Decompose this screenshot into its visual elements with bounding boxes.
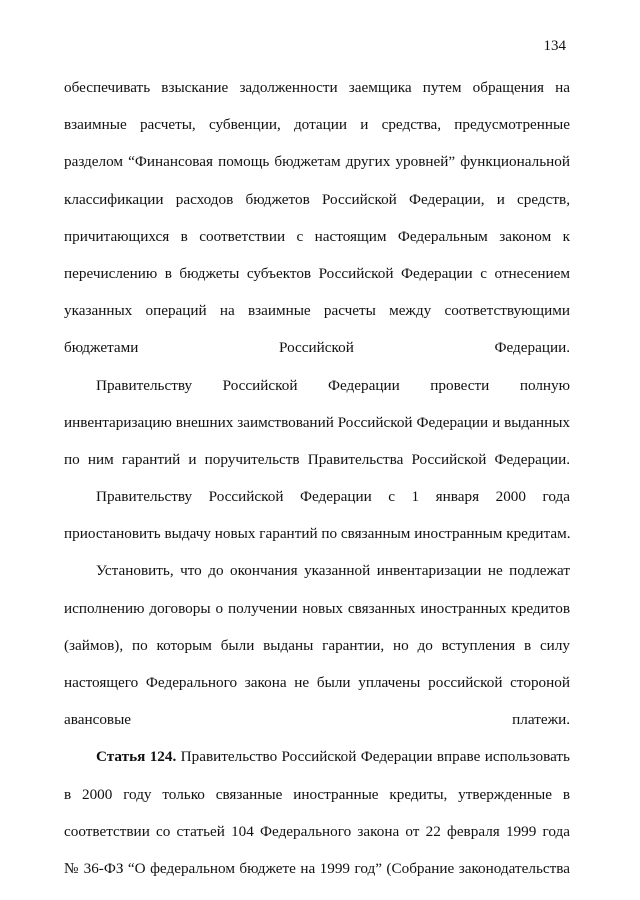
text-line: классификации расходов бюджетов Российской Федерации, и средств, <box>64 190 570 208</box>
text-line: соответствии со статьей 104 Федерального закона от 22 февраля 1999 года <box>64 822 570 840</box>
page-number: 134 <box>543 38 566 54</box>
paragraph-2 <box>64 367 570 479</box>
article-lead-text: Правительство Российской Федерации вправе использовать <box>176 748 570 766</box>
paragraph-3 <box>64 478 570 552</box>
text-line: разделом “Финансовая помощь бюджетам других уровней” функциональной <box>64 153 570 171</box>
document-body <box>64 69 570 887</box>
text-line: Установить, что до окончания указанной инвентаризации не подлежат <box>96 562 570 580</box>
article-label: Статья 124. <box>96 748 177 766</box>
text-line: обеспечивать взыскание задолженности заемщика путем обращения на <box>64 79 570 96</box>
text-line: настоящего Федерального закона не были уплачены российской стороной <box>64 674 570 692</box>
text-line: инвентаризацию внешних заимствований Российской Федерации и выданных <box>64 413 570 431</box>
text-line: авансовые платежи. <box>64 711 570 729</box>
text-line: взаимные расчеты, субвенции, дотации и средства, предусмотренные <box>64 116 570 134</box>
text-line <box>64 738 570 775</box>
paragraph-article-124 <box>64 738 570 887</box>
text-line: бюджетами Российской Федерации. <box>64 339 570 357</box>
paragraph-1 <box>64 69 570 367</box>
text-line: Правительству Российской Федерации провести полную <box>96 376 570 394</box>
text-line: Правительству Российской Федерации с 1 января 2000 года <box>96 488 570 506</box>
text-line: № 36-ФЗ “О федеральном бюджете на 1999 год” (Собрание законодательства <box>64 860 570 877</box>
text-line: по ним гарантий и поручительств Правительства Российской Федерации. <box>64 450 570 468</box>
text-line: перечислению в бюджеты субъектов Российской Федерации с отнесением <box>64 264 570 282</box>
text-line: (займов), по которым были выданы гарантии, но до вступления в силу <box>64 636 570 654</box>
text-line: исполнению договоры о получении новых связанных иностранных кредитов <box>64 599 570 617</box>
paragraph-4 <box>64 552 570 738</box>
text-line: причитающихся в соответствии с настоящим Федеральным законом к <box>64 227 570 245</box>
text-line: приостановить выдачу новых гарантий по связанным иностранным кредитам. <box>64 525 571 543</box>
text-line: в 2000 году только связанные иностранные кредиты, утвержденные в <box>64 785 570 803</box>
text-line: указанных операций на взаимные расчеты между соответствующими <box>64 302 570 320</box>
